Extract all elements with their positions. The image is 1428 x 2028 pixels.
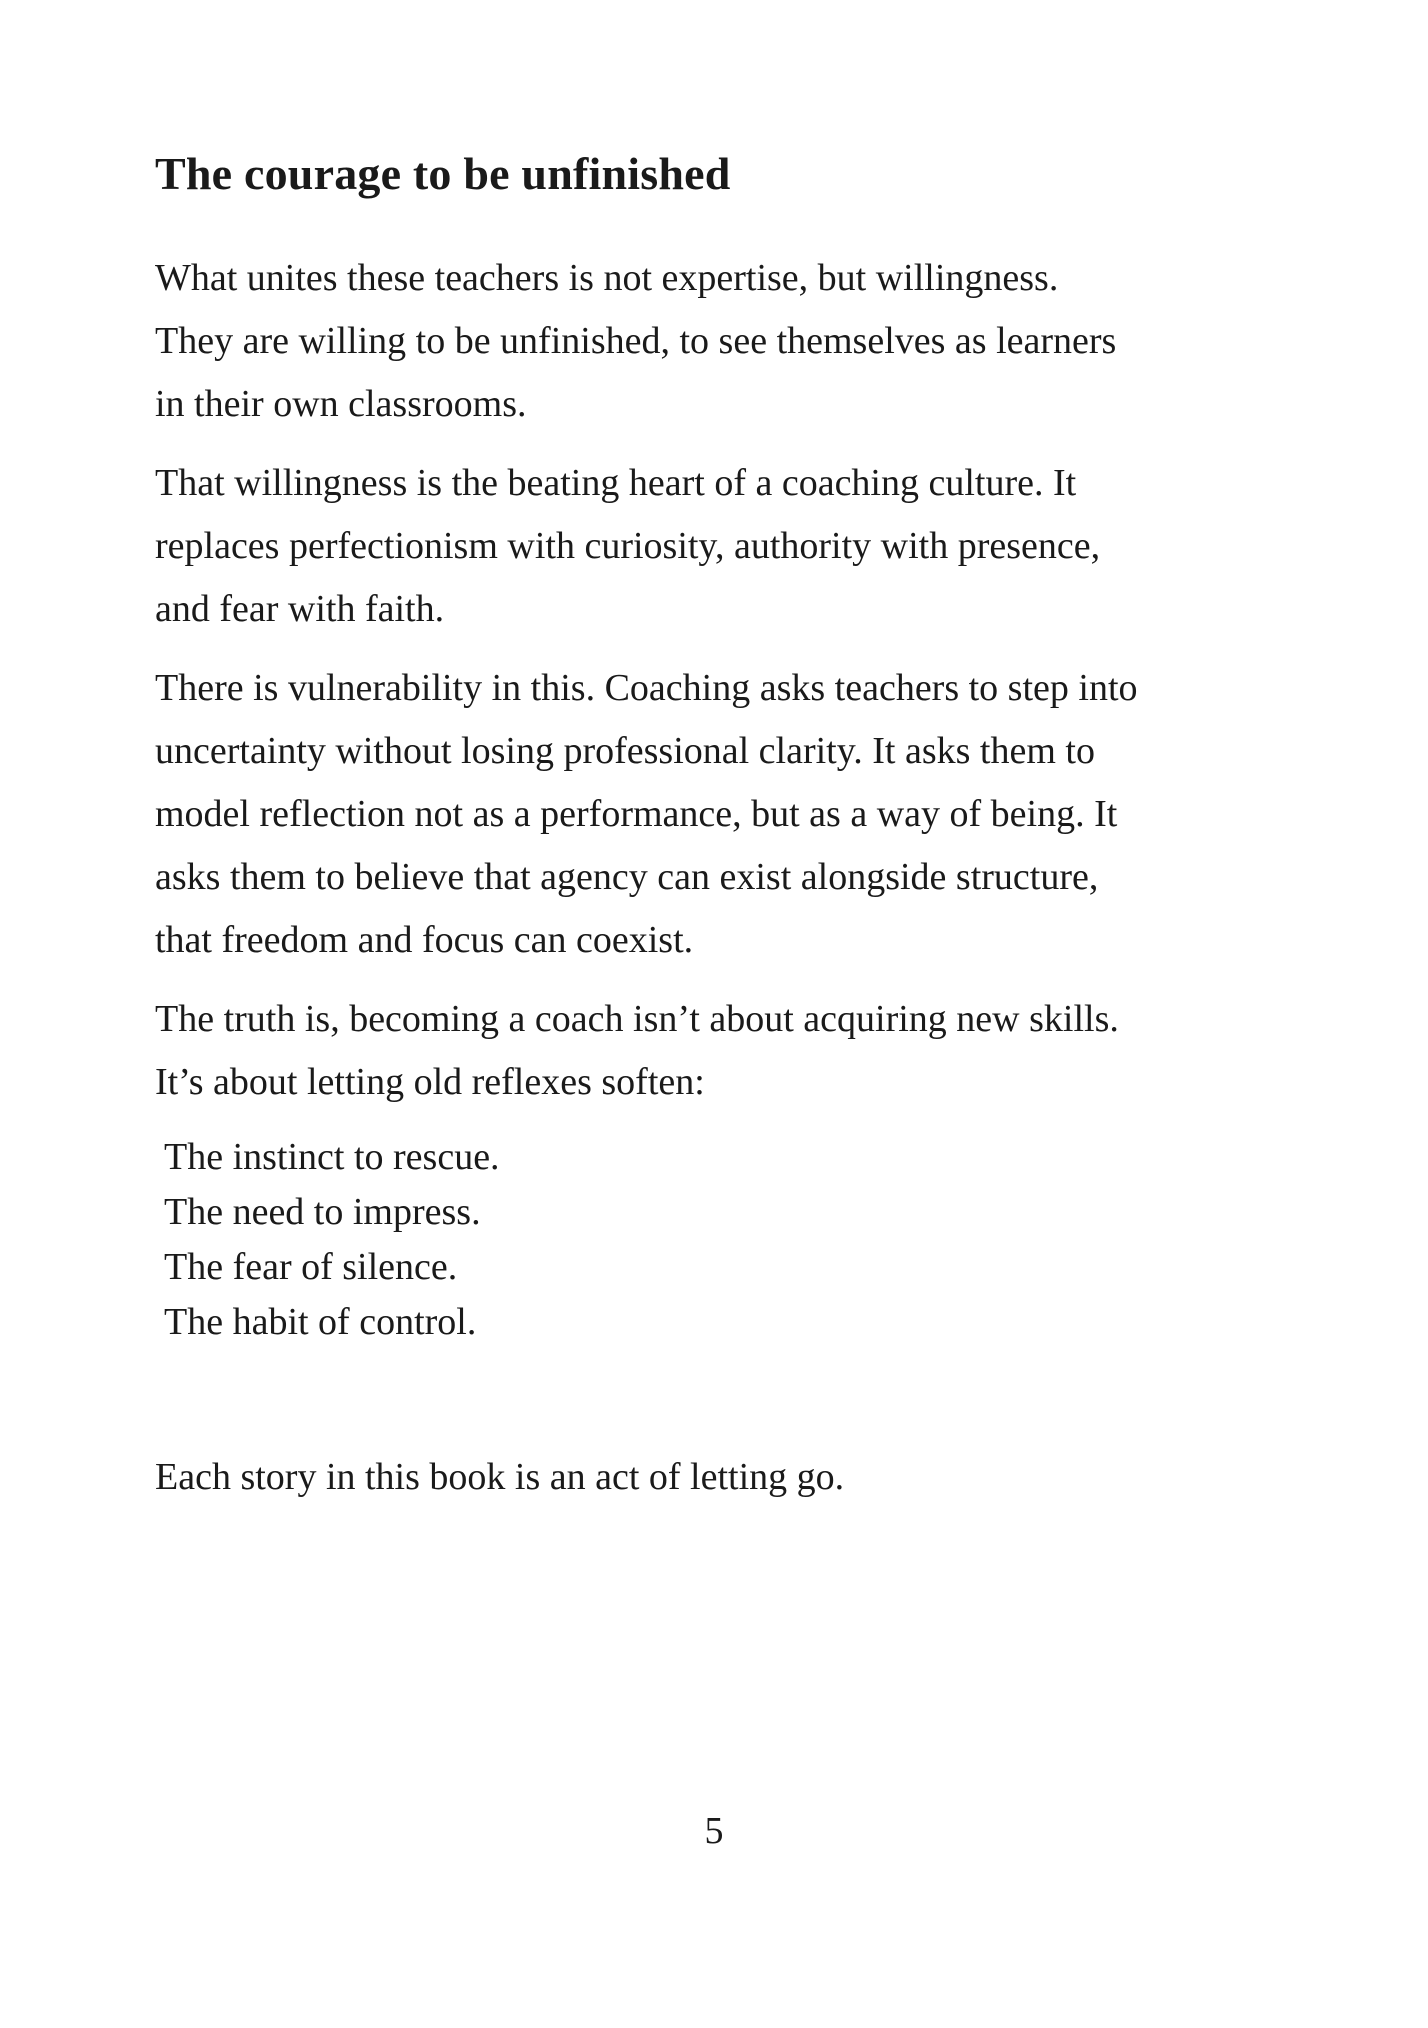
text-line: replaces perfectionism with curiosity, authority with presence, — [155, 525, 1101, 567]
paragraph — [155, 657, 1308, 972]
text-line: There is vulnerability in this. Coaching asks teachers to step into — [155, 667, 1138, 709]
chapter-heading: The courage to be unfinished — [155, 148, 731, 199]
text-line: The truth is, becoming a coach isn’t about acquiring new skills. — [155, 998, 1119, 1040]
text-line: that freedom and focus can coexist. — [155, 919, 694, 961]
reflex-list — [155, 1130, 1308, 1350]
reflex-list-line: The fear of silence. — [164, 1246, 458, 1288]
text-line: They are willing to be unfinished, to see themselves as learners — [155, 320, 1117, 362]
text-line: What unites these teachers is not expertise, but willingness. — [155, 257, 1059, 299]
reflex-list-line: The need to impress. — [164, 1191, 481, 1233]
text-line: That willingness is the beating heart of a coaching culture. It — [155, 462, 1077, 504]
closing-paragraph — [155, 1446, 1308, 1509]
text-line: uncertainty without losing professional clarity. It asks them to — [155, 730, 1095, 772]
closing-line: Each story in this book is an act of letting go. — [155, 1456, 845, 1498]
text-line: asks them to believe that agency can exist alongside structure, — [155, 856, 1099, 898]
text-line: It’s about letting old reflexes soften: — [155, 1061, 705, 1103]
page-content — [0, 145, 1428, 1509]
text-line: in their own classrooms. — [155, 383, 527, 425]
text-line: model reflection not as a performance, but as a way of being. It — [155, 793, 1118, 835]
paragraph — [155, 988, 1308, 1114]
reflex-list-line: The habit of control. — [164, 1301, 477, 1343]
page-number: 5 — [704, 1810, 724, 1852]
paragraph — [155, 452, 1308, 641]
text-line: and fear with faith. — [155, 588, 445, 630]
reflex-list-line: The instinct to rescue. — [164, 1136, 500, 1178]
paragraph — [155, 247, 1308, 436]
